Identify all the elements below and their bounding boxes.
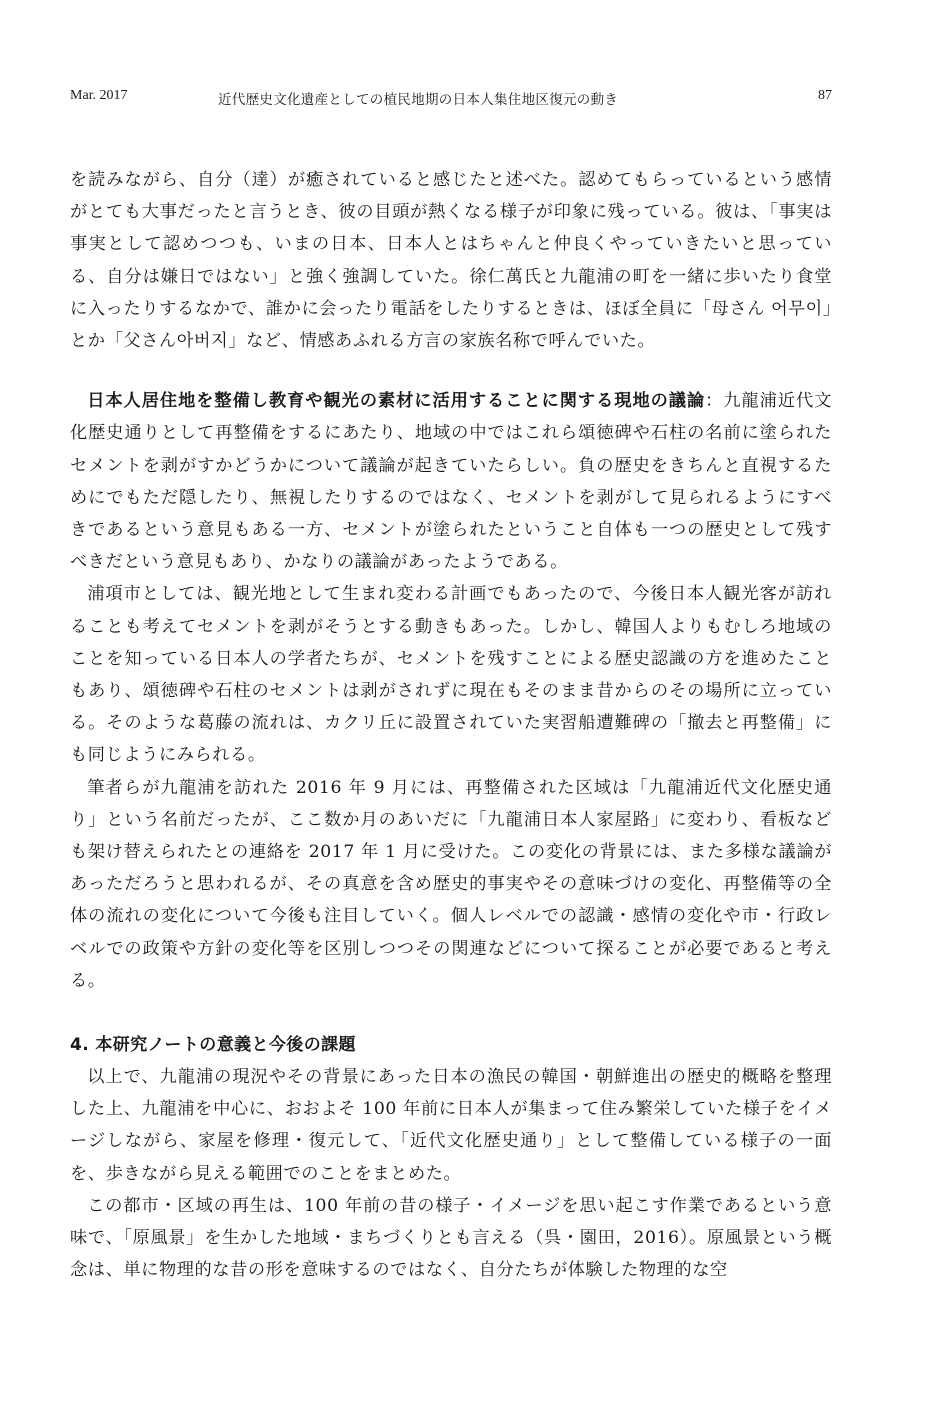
paragraph-gap [70, 357, 832, 385]
section-heading: 4. 本研究ノートの意義と今後の課題 [70, 1035, 356, 1056]
running-title: 近代歴史文化遺産としての植民地期の日本人集住地区復元の動き [218, 92, 619, 107]
running-header [70, 88, 832, 110]
article-body [70, 164, 832, 1287]
page-number: 87 [818, 88, 832, 103]
journal-date: Mar. 2017 [70, 88, 128, 103]
paragraph-continued: を読みながら、自分（達）が癒されていると感じたと述べた。認めてもらっているという感情がとても大事だったと言うとき、彼の目頭が熱くなる様子が印象に残っている。彼は、「事実は事実として認めつつも、いまの日本、日本人とはちゃんと仲良くやっていきたいと思っている、自分は嫌日ではない」と強く強調していた。徐仁萬氏と九龍浦の町を一緒に歩いたり食堂に入ったりするなかで、誰かに会ったり電話をしたりするときは、ほぼ全員に「母さん 어무이」とか「父さん아버지」など、情感あふれる方言の家族名称で呼んでいた。 [70, 170, 832, 352]
paragraph-summary: 以上で、九龍浦の現況やその背景にあった日本の漁民の韓国・朝鮮進出の歴史的概略を整理した上、九龍浦を中心に、おおよそ 100 年前に日本人が集まって住み繁栄していた様子をイメージしながら、家屋を修理・復元して、「近代文化歴史通り」として整備している様子の一面を、歩きながら見える範囲でのことをまとめた。 [70, 1067, 832, 1184]
paragraph-local-debate [70, 385, 832, 578]
paragraph-lead-heading: 日本人居住地を整備し教育や観光の素材に活用することに関する現地の議論 [87, 391, 706, 412]
paragraph-name-change: 筆者らが九龍浦を訪れた 2016 年 9 月には、再整備された区域は「九龍浦近代文化歴史通り」という名前だったが、ここ数か月のあいだに「九龍浦日本人家屋路」に変わり、看板なども架け替えられたとの連絡を 2017 年 1 月に受けた。この変化の背景には、また多様な議論があっただろうと思われるが、その真意を含め歴史的事実やその意味づけの変化、再整備等の全体の流れの変化について今後も注目していく。個人レベルでの認識・感情の変化や市・行政レベルでの政策や方針の変化等を区別しつつその関連などについて探ることが必要であると考える。 [70, 777, 832, 991]
paragraph-body-text: ：九龍浦近代文化歴史通りとして再整備をするにあたり、地域の中ではこれら頌徳碑や石柱の名前に塗られたセメントを剥がすかどうかについて議論が起きていたらしい。負の歴史をきちんと直視するためにでもただ隠したり、無視したりするのではなく、セメントを剥がして見られるようにすべきであるという意見もある一方、セメントが塗られたということ自体も一つの歴史として残すべきだという意見もあり、かなりの議論があったようである。 [70, 391, 832, 573]
paragraph-original-landscape: この都市・区域の再生は、100 年前の昔の様子・イメージを思い起こす作業であるという意味で、「原風景」を生かした地域・まちづくりとも言える（呉・園田，2016）。原風景という概念は、単に物理的な昔の形を意味するのではなく、自分たちが体験した物理的な空 [70, 1195, 832, 1281]
section-gap [70, 997, 832, 1029]
paragraph-pohang-city: 浦項市としては、観光地として生まれ変わる計画でもあったので、今後日本人観光客が訪れることも考えてセメントを剥がそうとする動きもあった。しかし、韓国人よりもむしろ地域のことを知っている日本人の学者たちが、セメントを残すことによる歴史認識の方を進めたこともあり、頌徳碑や石柱のセメントは剥がされずに現在もそのまま昔からのその場所に立っている。そのような葛藤の流れは、カクリ丘に設置されていた実習船遭難碑の「撤去と再整備」にも同じようにみられる。 [70, 584, 832, 766]
